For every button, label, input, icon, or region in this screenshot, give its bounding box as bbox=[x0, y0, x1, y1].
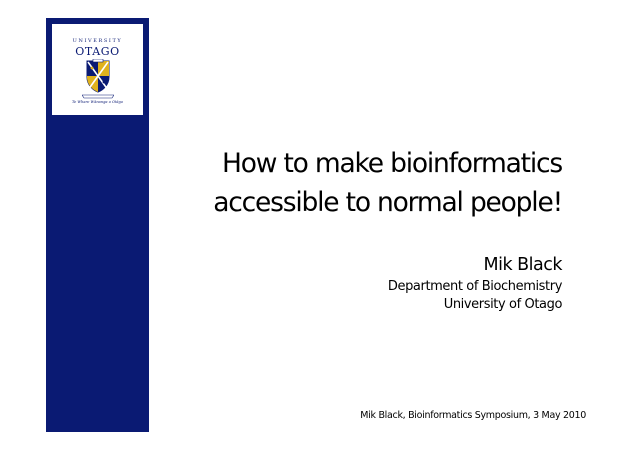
logo-university-text: UNIVERSITY bbox=[72, 38, 123, 44]
institution: University of Otago bbox=[443, 297, 562, 312]
university-logo bbox=[52, 24, 143, 115]
title-line-1: How to make bioinformatics bbox=[222, 148, 562, 179]
logo-banner-icon bbox=[82, 94, 114, 99]
author-name: Mik Black bbox=[483, 255, 562, 275]
department: Department of Biochemistry bbox=[387, 279, 562, 294]
logo-otago-text: OTAGO bbox=[75, 45, 120, 58]
logo-maori-text: Te Whare Wānanga o Otāgo bbox=[71, 100, 124, 104]
crest-icon bbox=[85, 59, 111, 93]
title-line-2: accessible to normal people! bbox=[213, 187, 562, 218]
slide-footer: Mik Black, Bioinformatics Symposium, 3 May 2010 bbox=[360, 410, 586, 421]
slide-title bbox=[190, 144, 562, 222]
